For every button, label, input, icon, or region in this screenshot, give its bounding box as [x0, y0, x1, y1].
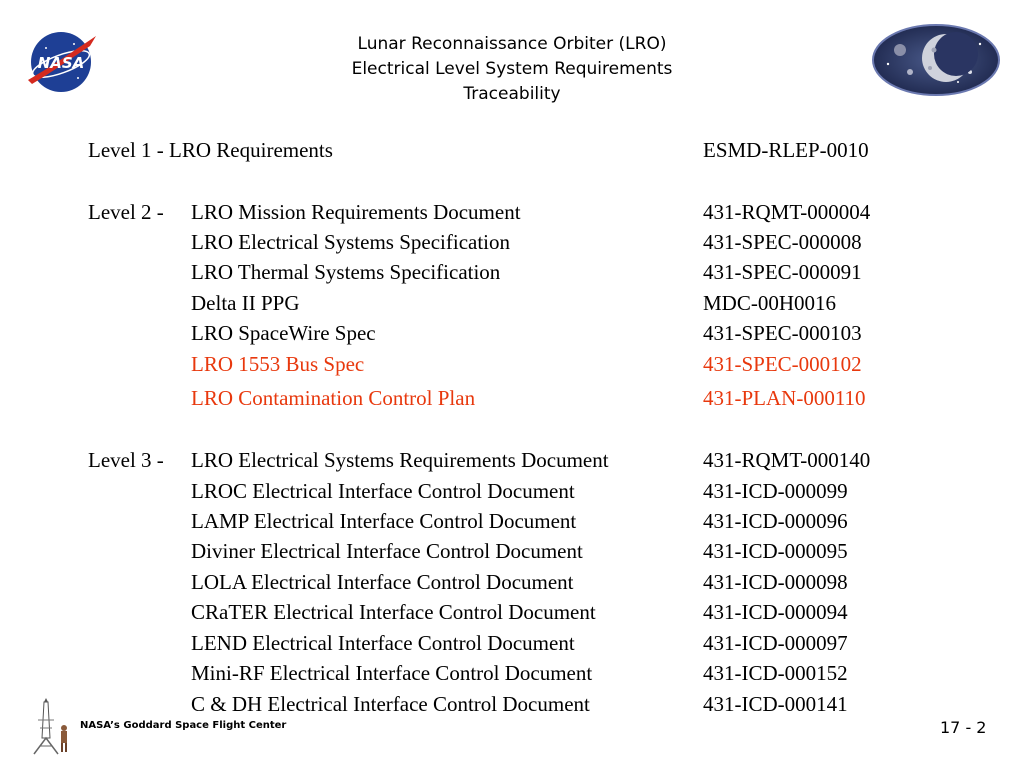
document-title: CRaTER Electrical Interface Control Document [191, 600, 596, 624]
level-2-row-highlighted [0, 384, 1024, 412]
document-number: 431-ICD-000141 [703, 692, 848, 716]
document-title: LRO Electrical Systems Specification [191, 230, 510, 254]
document-number: 431-SPEC-000008 [703, 230, 862, 254]
svg-text:NASA: NASA [37, 54, 85, 72]
document-number: 431-RQMT-000004 [703, 200, 871, 224]
document-title: LRO Electrical Systems Requirements Document [191, 448, 609, 472]
level-3-row [0, 537, 1024, 565]
document-number: 431-RQMT-000140 [703, 448, 871, 472]
level-2-row [0, 258, 1024, 286]
level-2-row-highlighted [0, 350, 1024, 378]
level-3-label: Level 3 - [88, 448, 164, 472]
document-title: Mini-RF Electrical Interface Control Document [191, 661, 593, 685]
level-1-label: Level 1 - LRO Requirements [88, 138, 333, 162]
document-number: 431-ICD-000098 [703, 570, 848, 594]
document-title: LRO Thermal Systems Specification [191, 260, 501, 284]
document-number: 431-ICD-000099 [703, 479, 848, 503]
title-line-3: Traceability [463, 84, 561, 104]
level-3-row [0, 507, 1024, 535]
level-3-row [0, 659, 1024, 687]
document-title: LAMP Electrical Interface Control Document [191, 509, 577, 533]
document-title: LRO 1553 Bus Spec [191, 352, 365, 376]
title-line-1: Lunar Reconnaissance Orbiter (LRO) [357, 34, 667, 54]
document-title: LOLA Electrical Interface Control Document [191, 570, 574, 594]
document-number: 431-SPEC-000103 [703, 321, 862, 345]
document-title: LRO Contamination Control Plan [191, 386, 476, 410]
slide-title [200, 32, 824, 107]
document-number: 431-ICD-000096 [703, 509, 848, 533]
document-title: C & DH Electrical Interface Control Document [191, 692, 590, 716]
document-title: Delta II PPG [191, 291, 300, 315]
level-2-row [0, 198, 1024, 226]
page-number: 17 - 2 [940, 718, 987, 737]
level-2-row [0, 319, 1024, 347]
document-number: 431-ICD-000097 [703, 631, 848, 655]
level-3-row [0, 568, 1024, 596]
document-number: MDC-00H0016 [703, 291, 837, 315]
level-2-label: Level 2 - [88, 200, 164, 224]
document-title: LRO Mission Requirements Document [191, 200, 521, 224]
title-line-2: Electrical Level System Requirements [351, 59, 673, 79]
level-1-row [0, 136, 1024, 164]
level-2-row [0, 289, 1024, 317]
level-3-row [0, 477, 1024, 505]
level-1-number: ESMD-RLEP-0010 [703, 138, 869, 162]
document-title: LRO SpaceWire Spec [191, 321, 376, 345]
goddard-center-label: NASA’s Goddard Space Flight Center [80, 720, 287, 731]
nasa-logo [24, 28, 98, 96]
document-number: 431-ICD-000095 [703, 539, 848, 563]
goddard-rocket-icon [26, 698, 76, 756]
level-3-row [0, 690, 1024, 718]
level-3-row [0, 598, 1024, 626]
level-3-row [0, 629, 1024, 657]
lro-mission-logo [870, 22, 1002, 98]
document-number: 431-ICD-000094 [703, 600, 848, 624]
level-3-row [0, 446, 1024, 474]
document-number: 431-ICD-000152 [703, 661, 848, 685]
document-number: 431-SPEC-000102 [703, 352, 862, 376]
document-title: LROC Electrical Interface Control Document [191, 479, 575, 503]
document-title: Diviner Electrical Interface Control Document [191, 539, 583, 563]
document-number: 431-SPEC-000091 [703, 260, 862, 284]
document-title: LEND Electrical Interface Control Document [191, 631, 575, 655]
document-number: 431-PLAN-000110 [703, 386, 866, 410]
level-2-row [0, 228, 1024, 256]
